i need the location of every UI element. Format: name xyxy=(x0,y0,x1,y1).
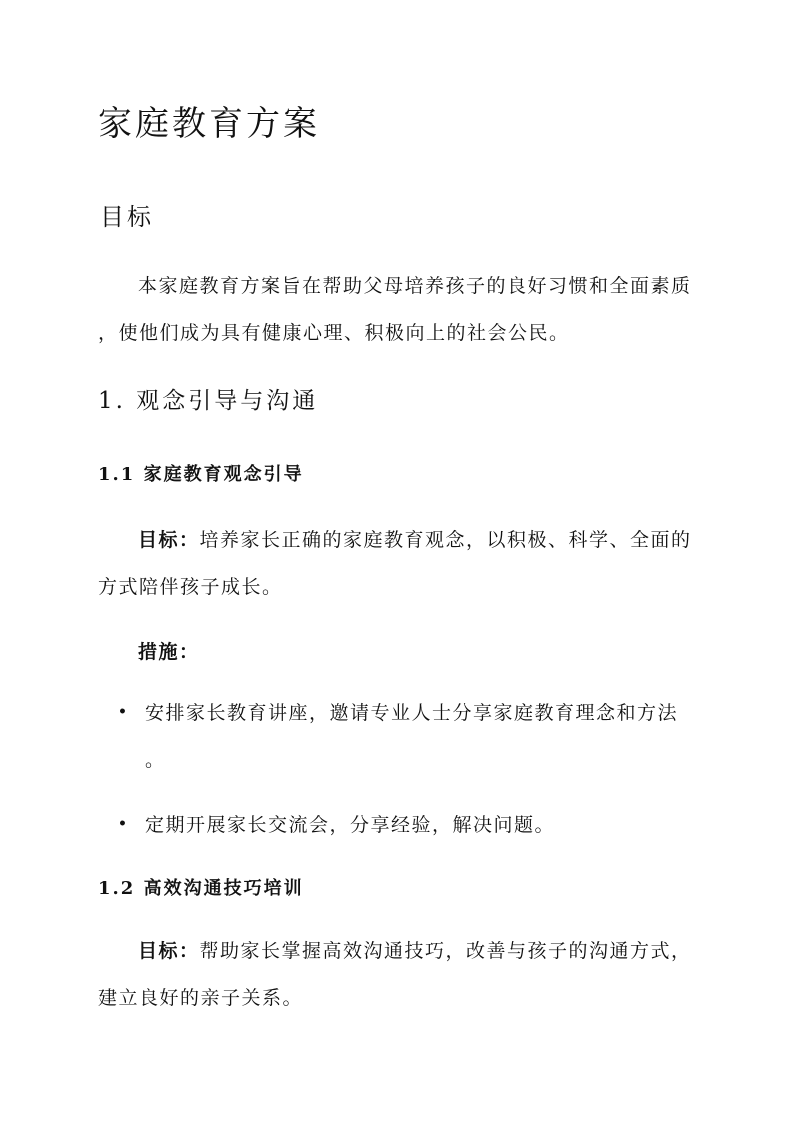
bullet-item-1-line2: 。 xyxy=(145,749,166,771)
subsection-1-2-goal-line2: 建立良好的亲子关系。 xyxy=(98,987,304,1009)
goal-text: 培养家长正确的家庭教育观念，以积极、科学、全面的 xyxy=(199,529,692,551)
subsection-1-2-goal-line1 xyxy=(138,936,692,963)
bullet-item-2-line1: 定期开展家长交流会，分享经验，解决问题。 xyxy=(145,814,556,836)
section1-heading: 1. 观念引导与沟通 xyxy=(98,388,319,414)
subsection-1-1-goal-line2: 方式陪伴孩子成长。 xyxy=(98,576,283,598)
subsection-1-1-goal-line1 xyxy=(138,525,692,552)
goal-label: 目标： xyxy=(138,940,200,962)
bullet-item-1-line1: 安排家长教育讲座，邀请专业人士分享家庭教育理念和方法 xyxy=(145,702,679,724)
intro-paragraph-line2: ，使他们成为具有健康心理、积极向上的社会公民。 xyxy=(98,322,570,344)
bullet-icon: • xyxy=(118,704,127,720)
document-title: 家庭教育方案 xyxy=(98,104,320,144)
goal-heading: 目标 xyxy=(100,203,154,231)
subsection-1-1-heading: 1.1 家庭教育观念引导 xyxy=(98,464,304,485)
goal-label: 目标： xyxy=(138,529,200,551)
goal-text: 帮助家长掌握高效沟通技巧，改善与孩子的沟通方式， xyxy=(199,940,692,962)
measures-label: 措施： xyxy=(138,641,200,663)
intro-paragraph-line1: 本家庭教育方案旨在帮助父母培养孩子的良好习惯和全面素质 xyxy=(138,275,692,297)
subsection-1-2-heading: 1.2 高效沟通技巧培训 xyxy=(98,878,304,899)
bullet-icon: • xyxy=(118,816,127,832)
